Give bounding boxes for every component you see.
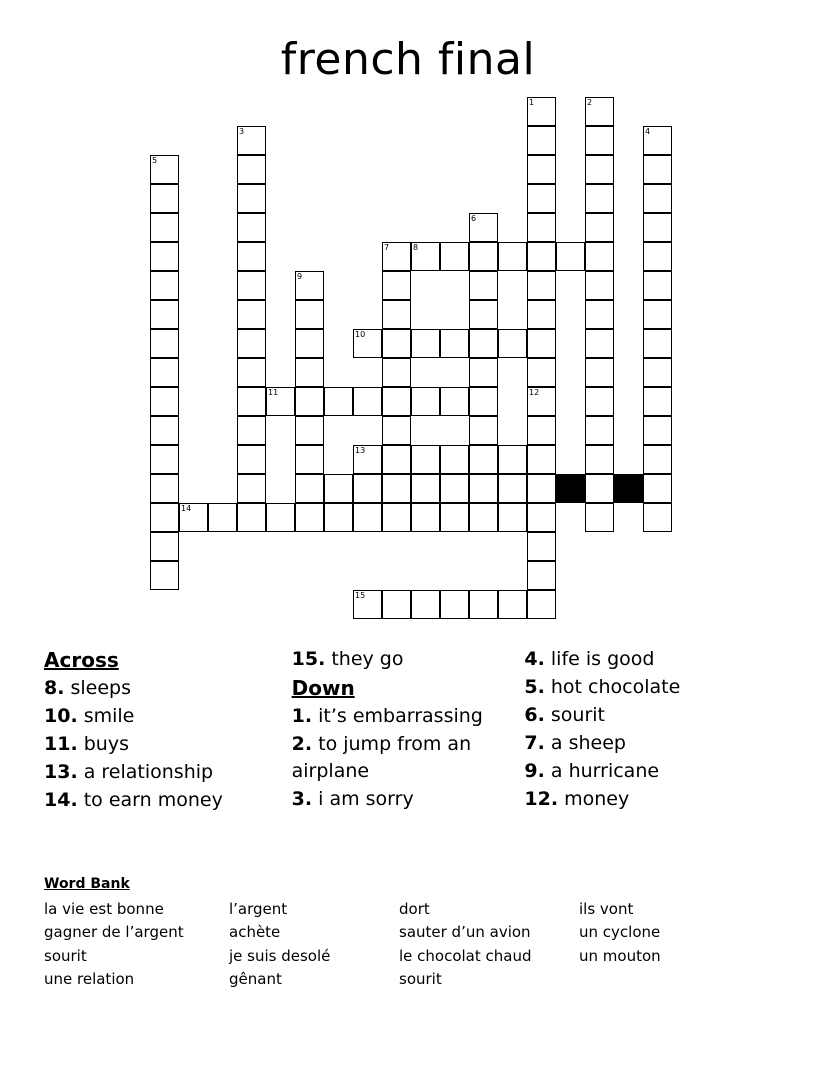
grid-cell[interactable] <box>469 503 498 532</box>
grid-cell[interactable] <box>527 271 556 300</box>
word-bank-item: sauter d’un avion <box>399 923 531 942</box>
grid-cell[interactable] <box>527 213 556 242</box>
page-title: french final <box>280 34 536 85</box>
grid-cell[interactable] <box>527 358 556 387</box>
grid-cell[interactable] <box>411 503 440 532</box>
clue-text: sleeps <box>70 677 132 700</box>
grid-cell[interactable] <box>237 126 266 155</box>
grid-cell-number: 15 <box>355 591 366 600</box>
grid-cell[interactable] <box>469 590 498 619</box>
grid-cell[interactable] <box>150 271 179 300</box>
clue-across-15 <box>292 646 525 673</box>
grid-cell[interactable] <box>527 474 556 503</box>
grid-cell[interactable] <box>237 387 266 416</box>
grid-cell[interactable] <box>440 503 469 532</box>
word-bank-column-2 <box>229 898 399 991</box>
grid-cell[interactable] <box>295 358 324 387</box>
clue-across-8 <box>44 675 292 702</box>
grid-cell[interactable] <box>585 155 614 184</box>
grid-cell[interactable] <box>469 387 498 416</box>
clue-number: 10. <box>44 705 78 728</box>
grid-cell[interactable] <box>324 503 353 532</box>
grid-cell[interactable] <box>469 271 498 300</box>
grid-cell[interactable] <box>643 271 672 300</box>
clue-text: it’s embarrassing <box>318 705 483 728</box>
grid-cell[interactable] <box>498 329 527 358</box>
grid-cell[interactable] <box>643 155 672 184</box>
grid-cell[interactable] <box>382 416 411 445</box>
grid-cell[interactable] <box>150 300 179 329</box>
grid-cell[interactable] <box>585 445 614 474</box>
grid-cell[interactable] <box>527 387 556 416</box>
grid-cell[interactable] <box>208 503 237 532</box>
clue-text: they go <box>331 648 404 670</box>
grid-cell-number: 14 <box>181 504 192 513</box>
grid-cell[interactable] <box>643 300 672 329</box>
word-bank-item: je suis desolé <box>229 946 331 965</box>
grid-cell-number: 1 <box>529 98 535 107</box>
grid-cell[interactable] <box>382 387 411 416</box>
clue-number: 13. <box>44 761 78 784</box>
grid-cell[interactable] <box>324 387 353 416</box>
clue-text: smile <box>83 705 135 728</box>
grid-cell[interactable] <box>440 387 469 416</box>
clue-number: 7. <box>524 731 545 754</box>
clues-column-1 <box>44 646 292 815</box>
grid-cell[interactable] <box>643 242 672 271</box>
grid-cell[interactable] <box>237 474 266 503</box>
grid-cell[interactable] <box>527 242 556 271</box>
clue-text: sourit <box>550 703 605 726</box>
grid-cell[interactable] <box>353 474 382 503</box>
grid-cell-number: 10 <box>355 330 366 339</box>
grid-cell[interactable] <box>150 416 179 445</box>
grid-cell[interactable] <box>353 590 382 619</box>
grid-cell[interactable] <box>237 416 266 445</box>
word-bank-item: sourit <box>44 946 87 965</box>
grid-cell[interactable] <box>324 474 353 503</box>
grid-cell[interactable] <box>150 387 179 416</box>
grid-cell[interactable] <box>150 445 179 474</box>
grid-cell[interactable] <box>585 503 614 532</box>
clue-text: to jump from an airplane <box>291 733 472 783</box>
clue-number: 2. <box>291 733 313 756</box>
grid-cell[interactable] <box>585 329 614 358</box>
word-bank-item: ils vont <box>579 900 634 918</box>
grid-cell[interactable] <box>585 184 614 213</box>
grid-cell[interactable] <box>498 242 527 271</box>
grid-cell[interactable] <box>527 532 556 561</box>
grid-cell[interactable] <box>150 155 179 184</box>
grid-cell[interactable] <box>469 445 498 474</box>
grid-cell[interactable] <box>411 590 440 619</box>
clue-number: 9. <box>524 759 545 782</box>
grid-cell[interactable] <box>585 358 614 387</box>
grid-cell[interactable] <box>382 358 411 387</box>
grid-cell[interactable] <box>527 329 556 358</box>
grid-cell[interactable] <box>585 416 614 445</box>
clue-number: 12. <box>524 787 559 810</box>
grid-cell[interactable] <box>440 474 469 503</box>
grid-cell[interactable] <box>382 271 411 300</box>
grid-cell[interactable] <box>469 213 498 242</box>
grid-cell[interactable] <box>411 242 440 271</box>
grid-cell[interactable] <box>643 503 672 532</box>
grid-cell-number: 6 <box>471 214 477 223</box>
clue-down-7 <box>524 730 772 757</box>
grid-cell[interactable] <box>295 329 324 358</box>
across-heading: Across <box>44 648 119 672</box>
clue-number: 8. <box>44 677 65 700</box>
grid-cell[interactable] <box>150 474 179 503</box>
grid-cell[interactable] <box>469 416 498 445</box>
grid-cell[interactable] <box>411 445 440 474</box>
grid-cell[interactable] <box>643 213 672 242</box>
word-bank-item: la vie est bonne <box>44 900 164 918</box>
grid-cell[interactable] <box>643 416 672 445</box>
clue-down-9 <box>524 758 772 785</box>
clue-text: life is good <box>550 648 655 670</box>
grid-cell-number: 12 <box>529 388 540 397</box>
grid-cell[interactable] <box>266 387 295 416</box>
word-bank-item: une relation <box>44 969 135 988</box>
word-bank-column-3 <box>399 898 579 991</box>
clue-text: a sheep <box>550 731 626 754</box>
grid-cell[interactable] <box>382 503 411 532</box>
grid-cell[interactable] <box>150 561 179 590</box>
word-bank-heading: Word Bank <box>44 876 130 892</box>
grid-cell[interactable] <box>469 329 498 358</box>
grid-cell[interactable] <box>643 387 672 416</box>
clue-across-11 <box>44 731 292 758</box>
grid-cell[interactable] <box>237 271 266 300</box>
grid-cell[interactable] <box>382 590 411 619</box>
grid-cell[interactable] <box>440 445 469 474</box>
grid-cell[interactable] <box>411 474 440 503</box>
grid-cell[interactable] <box>585 126 614 155</box>
clue-text: a relationship <box>83 761 214 784</box>
grid-cell-number: 13 <box>355 446 366 455</box>
grid-cell[interactable] <box>382 242 411 271</box>
word-bank <box>44 876 784 991</box>
grid-cell[interactable] <box>498 503 527 532</box>
clues-column-2 <box>292 646 525 815</box>
grid-cell[interactable] <box>643 358 672 387</box>
grid-cell-number: 11 <box>268 388 279 397</box>
grid-cell[interactable] <box>527 416 556 445</box>
clue-down-6 <box>524 702 772 729</box>
clue-number: 1. <box>291 705 313 728</box>
clue-down-5 <box>524 674 772 701</box>
clue-number: 5. <box>524 675 545 698</box>
clue-text: to earn money <box>83 789 223 812</box>
grid-cell[interactable] <box>150 358 179 387</box>
clue-text: hot chocolate <box>550 675 681 698</box>
word-bank-item: achète <box>229 923 281 942</box>
clue-number: 15. <box>291 648 326 670</box>
grid-cell[interactable] <box>295 271 324 300</box>
grid-cell[interactable] <box>585 97 614 126</box>
clue-down-12 <box>524 786 772 813</box>
word-bank-item: sourit <box>399 969 442 988</box>
grid-cell[interactable] <box>469 242 498 271</box>
clue-text: buys <box>83 733 129 756</box>
grid-cell[interactable] <box>150 242 179 271</box>
grid-cell[interactable] <box>237 184 266 213</box>
grid-cell[interactable] <box>295 445 324 474</box>
grid-cell-blocked <box>614 474 643 503</box>
grid-cell[interactable] <box>527 300 556 329</box>
grid-cell[interactable] <box>295 387 324 416</box>
grid-cell[interactable] <box>527 97 556 126</box>
grid-cell[interactable] <box>237 155 266 184</box>
grid-cell[interactable] <box>353 503 382 532</box>
grid-cell[interactable] <box>527 445 556 474</box>
grid-cell-number: 9 <box>297 272 303 281</box>
grid-cell[interactable] <box>150 213 179 242</box>
grid-cell[interactable] <box>527 503 556 532</box>
grid-cell[interactable] <box>179 503 208 532</box>
grid-cell[interactable] <box>498 590 527 619</box>
grid-cell[interactable] <box>643 126 672 155</box>
grid-cell[interactable] <box>527 184 556 213</box>
grid-cell[interactable] <box>411 387 440 416</box>
grid-cell[interactable] <box>353 445 382 474</box>
grid-cell[interactable] <box>237 242 266 271</box>
clue-number: 3. <box>291 788 313 811</box>
word-bank-item: gagner de l’argent <box>44 923 184 942</box>
clue-number: 6. <box>524 703 545 726</box>
grid-cell[interactable] <box>150 503 179 532</box>
grid-cell[interactable] <box>353 387 382 416</box>
grid-cell[interactable] <box>237 329 266 358</box>
grid-cell[interactable] <box>382 329 411 358</box>
grid-cell[interactable] <box>585 387 614 416</box>
grid-cell[interactable] <box>237 445 266 474</box>
word-bank-item: un cyclone <box>579 923 661 942</box>
grid-cell[interactable] <box>643 474 672 503</box>
clue-text: a hurricane <box>550 759 660 782</box>
grid-cell[interactable] <box>382 300 411 329</box>
grid-cell[interactable] <box>237 300 266 329</box>
clue-across-13 <box>44 759 292 786</box>
grid-cell[interactable] <box>498 445 527 474</box>
grid-cell[interactable] <box>440 242 469 271</box>
clues-section <box>0 646 816 815</box>
grid-cell[interactable] <box>295 300 324 329</box>
grid-cell[interactable] <box>353 329 382 358</box>
grid-cell[interactable] <box>440 590 469 619</box>
grid-cell[interactable] <box>469 300 498 329</box>
grid-cell[interactable] <box>266 503 295 532</box>
crossword-grid <box>0 97 816 600</box>
clue-down-4 <box>524 646 772 673</box>
word-bank-item: gênant <box>229 969 282 988</box>
grid-cell[interactable] <box>498 474 527 503</box>
grid-cell[interactable] <box>527 126 556 155</box>
grid-cell[interactable] <box>237 503 266 532</box>
grid-cell[interactable] <box>643 329 672 358</box>
grid-cell[interactable] <box>150 329 179 358</box>
grid-cell[interactable] <box>643 445 672 474</box>
grid-cell[interactable] <box>469 358 498 387</box>
grid-cell-number: 5 <box>152 156 158 165</box>
grid-cell[interactable] <box>527 155 556 184</box>
clue-number: 4. <box>524 648 545 670</box>
grid-cell[interactable] <box>585 213 614 242</box>
grid-cell-number: 4 <box>645 127 651 136</box>
grid-cell-number: 3 <box>239 127 245 136</box>
grid-cell[interactable] <box>527 561 556 590</box>
down-heading: Down <box>291 675 355 700</box>
grid-cell-number: 8 <box>413 243 419 252</box>
word-bank-column-4 <box>579 898 759 991</box>
clue-number: 11. <box>44 733 78 756</box>
clue-across-10 <box>44 703 292 730</box>
grid-cell[interactable] <box>237 358 266 387</box>
clue-number: 14. <box>44 789 78 812</box>
grid-cell[interactable] <box>585 300 614 329</box>
grid-cell-blocked <box>556 474 585 503</box>
word-bank-item: un mouton <box>579 946 661 965</box>
clues-column-3 <box>524 646 772 815</box>
clue-down-2 <box>292 731 525 785</box>
grid-cell[interactable] <box>150 184 179 213</box>
grid-cell-number: 7 <box>384 243 390 252</box>
clue-down-1 <box>292 703 525 730</box>
word-bank-column-1 <box>44 898 229 991</box>
grid-cell[interactable] <box>382 474 411 503</box>
grid-cell[interactable] <box>382 445 411 474</box>
grid-cell-number: 2 <box>587 98 593 107</box>
word-bank-item: le chocolat chaud <box>399 946 532 965</box>
word-bank-item: l’argent <box>229 900 288 918</box>
grid-cell[interactable] <box>469 474 498 503</box>
word-bank-item: dort <box>399 900 430 918</box>
grid-cell[interactable] <box>295 474 324 503</box>
clue-text: money <box>564 787 630 810</box>
grid-cell[interactable] <box>556 242 585 271</box>
grid-cell[interactable] <box>150 532 179 561</box>
grid-cell[interactable] <box>643 184 672 213</box>
grid-cell[interactable] <box>295 416 324 445</box>
grid-cell[interactable] <box>411 329 440 358</box>
clue-text: i am sorry <box>318 788 414 811</box>
grid-cell[interactable] <box>585 474 614 503</box>
grid-cell[interactable] <box>585 271 614 300</box>
grid-cell[interactable] <box>237 213 266 242</box>
grid-cell[interactable] <box>585 242 614 271</box>
clue-across-14 <box>44 787 292 814</box>
grid-cell[interactable] <box>527 590 556 619</box>
clue-down-3 <box>292 786 525 813</box>
grid-cell[interactable] <box>440 329 469 358</box>
grid-cell[interactable] <box>295 503 324 532</box>
